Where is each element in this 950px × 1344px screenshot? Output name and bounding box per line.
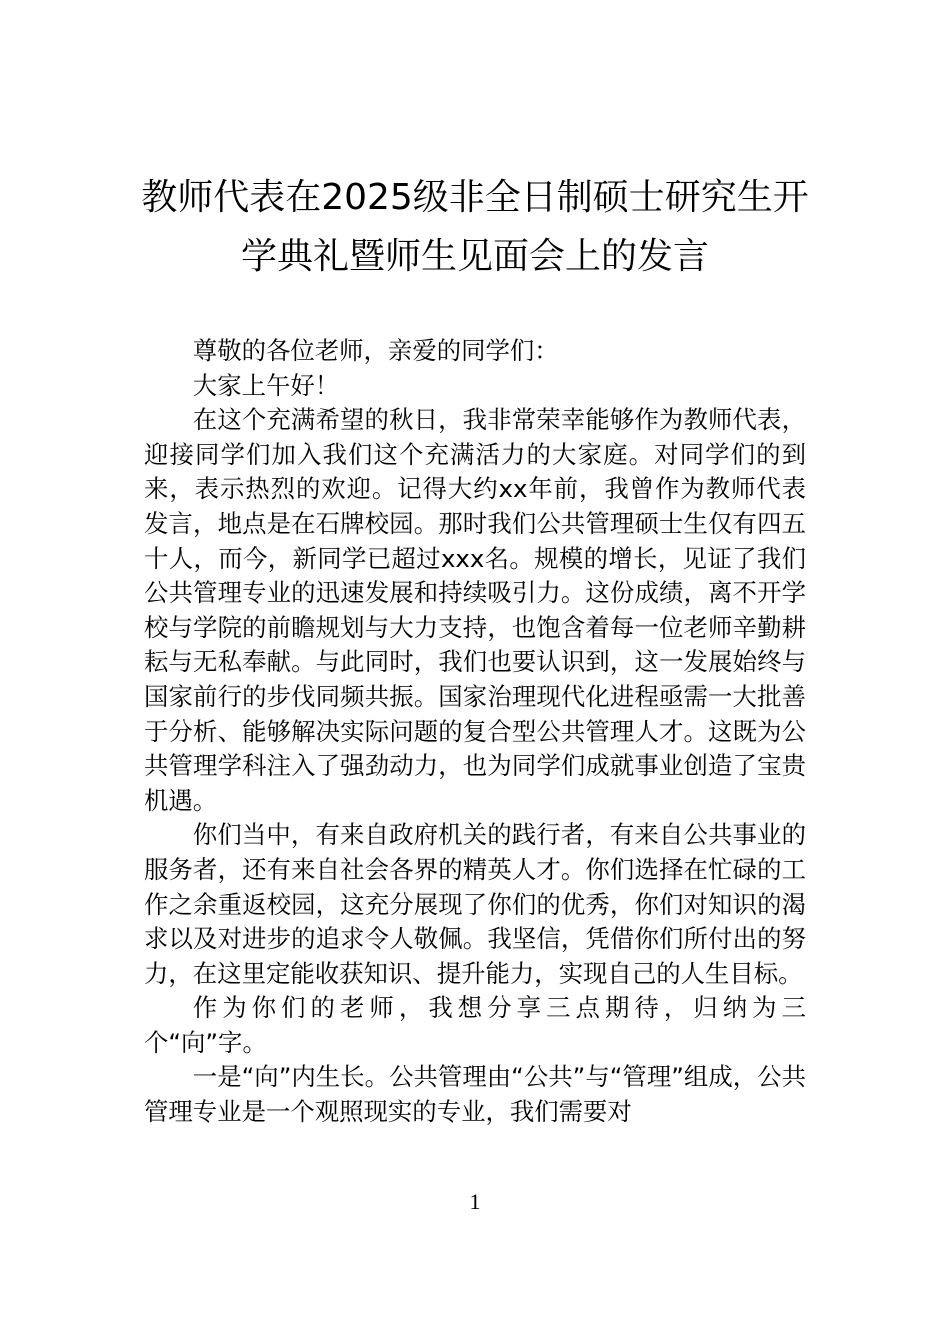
title-line-1: 教师代表在2025级非全日制硕士研究生开 (141, 177, 809, 218)
salutation-paragraph: 尊敬的各位老师，亲爱的同学们： (192, 336, 559, 365)
document-body (144, 334, 806, 1130)
body-paragraph-2: 你们当中，有来自政府机关的践行者，有来自公共事业的服务者，还有来自社会各界的精英人才。你们选择在忙碌的工作之余重返校园，这充分展现了你们的优秀，你们对知识的渴求以及对进步的追求令人敬佩。我坚信，凭借你们所付出的努力，在这里定能收获知识、提升能力，实现自己的人生目标。 (144, 820, 806, 988)
greeting-paragraph: 大家上午好！ (192, 370, 340, 400)
body-paragraph-1: 在这个充满希望的秋日，我非常荣幸能够作为教师代表，迎接同学们加入我们这个充满活力的大家庭。对同学们的到来，表示热烈的欢迎。记得大约xx年前，我曾作为教师代表发言，地点是在石牌校园。那时我们公共管理硕士生仅有四五十人，而今，新同学已超过xxx名。规模的增长，见证了我们公共管理专业的迅速发展和持续吸引力。这份成绩，离不开学校与学院的前瞻规划与大力支持，也饱含着每一位老师辛勤耕耘与无私奉献。与此同时，我们也要认识到，这一发展始终与国家前行的步伐同频共振。国家治理现代化进程亟需一大批善于分析、能够解决实际问题的复合型公共管理人才。这既为公共管理学科注入了强劲动力，也为同学们成就事业创造了宝贵机遇。 (144, 405, 806, 815)
body-paragraph-3: 作为你们的老师，我想分享三点期待，归纳为三个“向”字。 (144, 993, 806, 1057)
page-number: 1 (469, 1189, 481, 1214)
body-paragraph-4: 一是“向”内生长。公共管理由“公共”与“管理”组成，公共管理专业是一个观照现实的专业，我们需要对 (144, 1062, 806, 1127)
title-line-2: 学典礼暨师生见面会上的发言 (240, 236, 709, 277)
document-title (140, 168, 810, 286)
